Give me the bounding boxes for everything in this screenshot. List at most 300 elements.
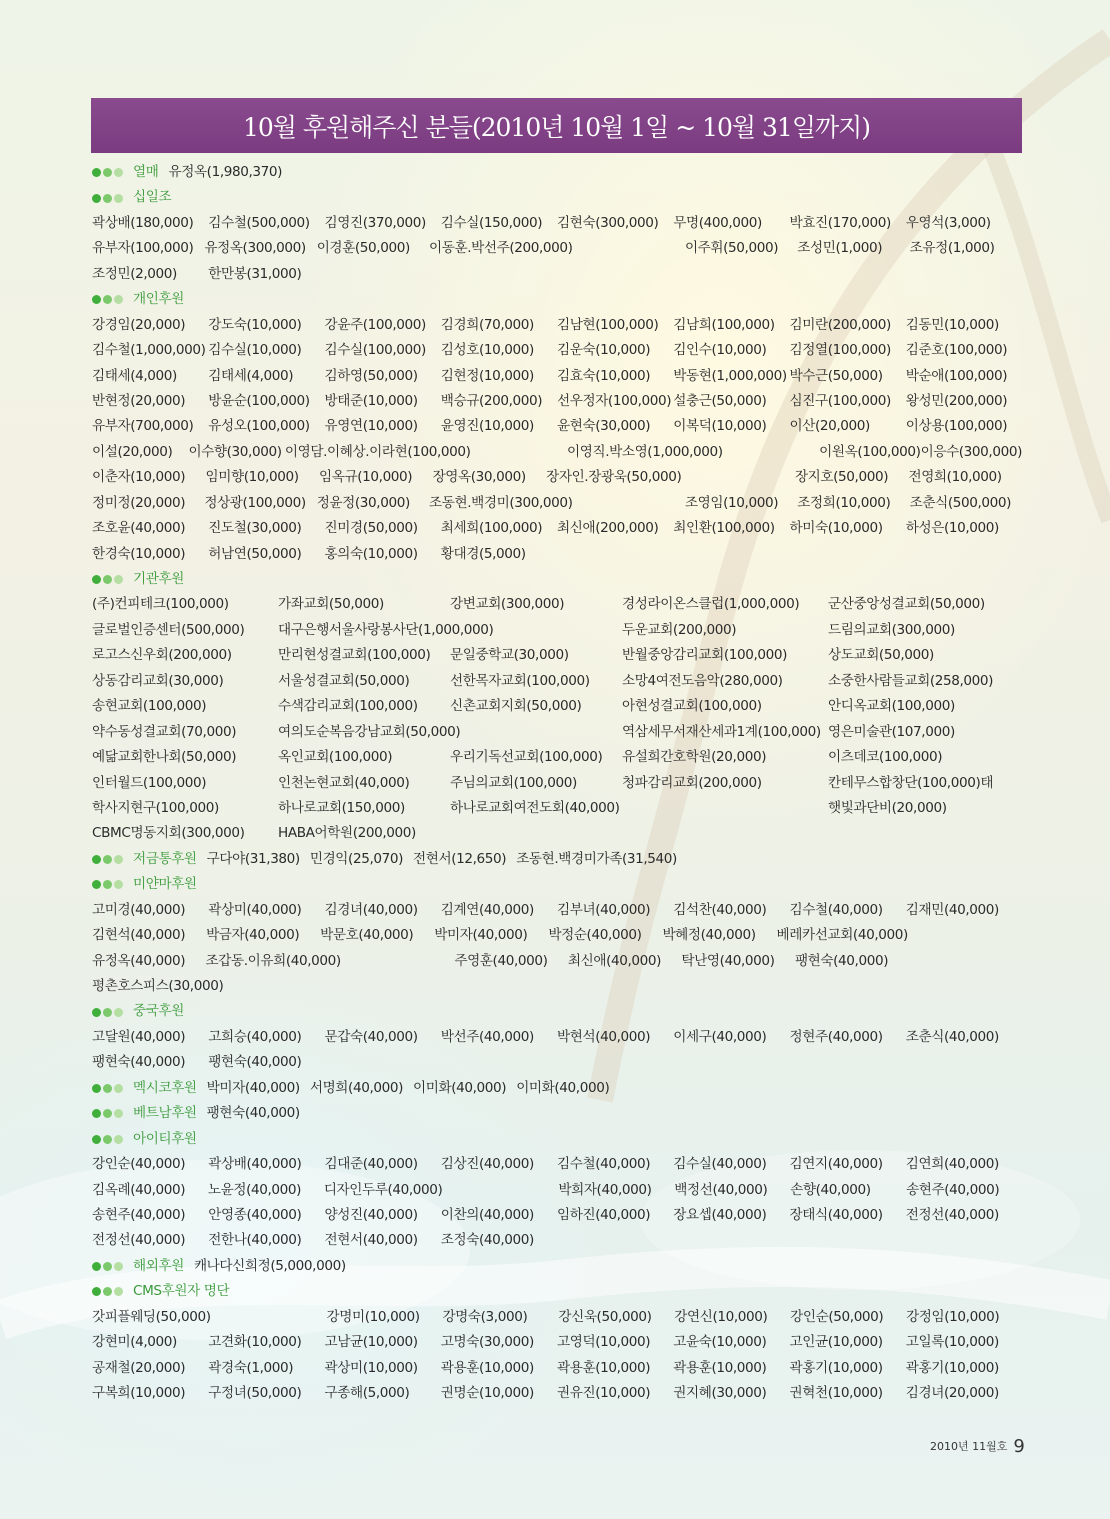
donor-entry: 곽용훈(10,000) <box>557 1359 651 1376</box>
donor-entry: 진도철(30,000) <box>208 520 302 537</box>
donor-entry: 박문호(40,000) <box>320 927 414 944</box>
section-heading-cms <box>92 1279 1022 1304</box>
donor-entry: 조춘식(500,000) <box>909 494 1012 511</box>
donor-entry <box>790 542 906 567</box>
donor-entry: 유정옥(40,000) <box>92 952 186 969</box>
donor-entry: 인천논현교회(40,000) <box>278 774 410 791</box>
donor-entry: 전정선(40,000) <box>905 1206 999 1223</box>
donor-entry <box>828 821 1022 846</box>
donor-entry: 팽현숙(40,000) <box>92 1054 186 1071</box>
section-label: 해외후원 <box>133 1257 184 1274</box>
donor-entry: 김대준(40,000) <box>324 1156 418 1173</box>
donor-entry: 김현숙(300,000) <box>557 214 659 231</box>
donor-entry <box>906 1050 1022 1075</box>
section-heading-myanmar <box>92 872 1022 897</box>
donor-entry: 만리현성결교회(100,000) <box>278 647 431 664</box>
donor-entry: 전한나(40,000) <box>208 1232 302 1249</box>
donor-entry: 백정선(40,000) <box>674 1181 768 1198</box>
donor-entry: 이세구(40,000) <box>673 1028 767 1045</box>
donor-entry: 유설희간호학원(20,000) <box>622 749 767 766</box>
donor-entry: 조정희(10,000) <box>797 494 891 511</box>
donor-entry: 반월중앙감리교회(100,000) <box>622 647 788 664</box>
donor-entry: 박현석(40,000) <box>557 1028 651 1045</box>
section-heading-vietnam <box>92 1101 1022 1126</box>
donor-entry: 소망4여전도음악(280,000) <box>622 672 783 689</box>
donor-entry: 곽홍기(10,000) <box>789 1359 883 1376</box>
donor-entry: 가좌교회(50,000) <box>278 596 384 613</box>
donor-entry <box>622 796 828 821</box>
donor-entry: 양성진(40,000) <box>324 1206 418 1223</box>
donor-entry: 이영직.박소영(1,000,000) <box>567 443 723 460</box>
donor-entry: 김남희(100,000) <box>673 316 775 333</box>
donor-entry: 김수철(40,000) <box>557 1156 651 1173</box>
donor-entry: 김남현(100,000) <box>557 316 659 333</box>
section-heading-gigwan <box>92 567 1022 592</box>
section-heading-yeolmae <box>92 160 1022 185</box>
donor-entry: 고달원(40,000) <box>92 1028 186 1045</box>
donor-entry: 유성오(100,000) <box>208 418 310 435</box>
donor-entry: 영은미술관(107,000) <box>828 723 955 740</box>
donor-entry <box>450 618 622 643</box>
donor-entry: 이상용(100,000) <box>905 418 1008 435</box>
donor-entry: 팽현숙(40,000) <box>208 1054 302 1071</box>
donor-entry: 무명(400,000) <box>673 214 762 231</box>
donor-entry: 민경익(25,070) <box>309 850 404 867</box>
donor-entry: 김석찬(40,000) <box>673 901 767 918</box>
donor-entry: 이경훈(50,000) <box>316 240 410 257</box>
bullet-dots-icon <box>92 1262 125 1271</box>
donor-entry: 하성은(10,000) <box>905 520 999 537</box>
donor-entry: 송현교회(100,000) <box>92 698 207 715</box>
donor-entry: 갓피플웨딩(50,000) <box>92 1308 211 1325</box>
donor-entry: 박혜정(40,000) <box>662 927 756 944</box>
donor-entry: 소중한사람들교회(258,000) <box>828 672 994 689</box>
donor-entry: 김동민(10,000) <box>905 316 999 333</box>
donor-entry: 이영담.이혜상.이라현(100,000) <box>284 443 471 460</box>
donor-entry: 김경녀(40,000) <box>324 901 418 918</box>
donor-entry: 곽상미(10,000) <box>324 1359 418 1376</box>
donor-entry: 김수실(150,000) <box>440 214 543 231</box>
donor-entry: 강연신(10,000) <box>674 1308 768 1325</box>
donor-entry: 김하영(50,000) <box>324 367 418 384</box>
donor-entry: 고영덕(10,000) <box>557 1334 651 1351</box>
donor-row <box>92 1305 1022 1330</box>
donor-entry: 조정민(2,000) <box>92 265 177 282</box>
donor-entry: 베레카선교회(40,000) <box>776 927 908 944</box>
donor-entry: 주님의교회(100,000) <box>450 774 577 791</box>
donor-entry: 김수철(500,000) <box>208 214 310 231</box>
donor-row <box>92 1203 1022 1228</box>
donor-entry: 김현정(10,000) <box>440 367 534 384</box>
donor-entry: 강경임(20,000) <box>92 316 186 333</box>
donor-row <box>92 618 1022 643</box>
donor-entry: 전현서(40,000) <box>324 1232 418 1249</box>
donor-entry: 하나로교회(150,000) <box>278 799 405 816</box>
donor-row <box>92 1025 1022 1050</box>
section-label: 아이티후원 <box>133 1130 197 1147</box>
donor-entry: 디자인두루(40,000) <box>323 1181 443 1198</box>
section-label: 십일조 <box>133 189 172 206</box>
bullet-dots-icon <box>92 1109 125 1118</box>
donor-entry: 역삼세무서재산세과1계(100,000) <box>622 723 821 740</box>
donor-entry: 김재민(40,000) <box>905 901 999 918</box>
donor-entry <box>452 974 566 999</box>
donor-entry: 곽상배(180,000) <box>92 214 194 231</box>
section-heading-jeogeumtong <box>92 847 1022 872</box>
donor-entry <box>723 440 819 465</box>
donor-entry: 신촌교회지회(50,000) <box>450 698 582 715</box>
donor-entry: 최신애(40,000) <box>567 952 662 969</box>
donor-entry: 로고스신우회(200,000) <box>92 647 232 664</box>
donor-entry: 김영진(370,000) <box>324 214 426 231</box>
donor-entry <box>325 262 441 287</box>
donor-row <box>92 694 1022 719</box>
donor-entry <box>566 974 680 999</box>
donor-entry: 유정옥(1,980,370) <box>168 164 283 180</box>
donor-entry: 드림의교회(300,000) <box>828 621 955 638</box>
donor-entry <box>906 262 1022 287</box>
donor-entry: 여의도순복음강남교회(50,000) <box>278 723 461 740</box>
donor-entry: 유부자(700,000) <box>92 418 194 435</box>
donor-entry: 이수향(30,000) <box>188 443 282 460</box>
donor-entry: 아현성결교회(100,000) <box>622 698 762 715</box>
donor-entry: 정상광(100,000) <box>204 494 306 511</box>
section-heading-sipiljo <box>92 185 1022 210</box>
donor-entry <box>325 1050 441 1075</box>
donor-row <box>92 1330 1022 1355</box>
bullet-dots-icon <box>92 168 125 177</box>
donor-entry <box>673 542 789 567</box>
donor-entry <box>790 1050 906 1075</box>
donor-entry: 김준호(100,000) <box>905 342 1008 359</box>
bullet-dots-icon <box>92 295 125 304</box>
donor-row <box>92 1050 1022 1075</box>
donor-row <box>92 389 1022 414</box>
donor-entry: 이춘자(10,000) <box>92 469 186 486</box>
donor-entry <box>908 923 1022 948</box>
donor-row <box>92 364 1022 389</box>
donor-entry: 임하진(40,000) <box>557 1206 651 1223</box>
donor-entry: 김수철(1,000,000) <box>92 342 206 359</box>
donor-entry: 유부자(100,000) <box>92 240 194 257</box>
page-footer <box>930 1436 1025 1457</box>
donor-entry: 학사지현구(100,000) <box>92 799 219 816</box>
donor-row <box>92 821 1022 846</box>
donor-entry: 글로벌인증센터(500,000) <box>92 621 245 638</box>
donor-entry: (주)컨피테크(100,000) <box>92 596 229 613</box>
donor-entry: 허남연(50,000) <box>208 545 302 562</box>
issue-label: 2010년 11월호 <box>930 1440 1008 1453</box>
section-label: 기관후원 <box>133 571 184 587</box>
donor-row <box>92 542 1022 567</box>
donor-entry: 안디옥교회(100,000) <box>828 698 955 715</box>
donor-entry: 하나로교회여전도회(40,000) <box>450 799 620 816</box>
donor-entry <box>673 262 789 287</box>
donor-row <box>92 491 1022 516</box>
donor-entry: 조갑동.이유희(40,000) <box>205 952 341 969</box>
donor-entry: 우영석(3,000) <box>905 214 991 231</box>
donor-entry: 이원옥(100,000) <box>819 443 921 460</box>
donor-entry: 탁난영(40,000) <box>681 952 775 969</box>
donor-entry: 구종해(5,000) <box>324 1385 410 1401</box>
donor-row <box>92 1381 1022 1406</box>
section-label: 열매 <box>133 164 159 180</box>
section-heading-haiti <box>92 1127 1022 1152</box>
donor-entry: 구복희(10,000) <box>92 1385 186 1401</box>
donor-entry: 김경희(70,000) <box>440 316 534 333</box>
donor-entry: 조춘식(40,000) <box>905 1028 999 1045</box>
donor-entry: 장자인.장광욱(50,000) <box>546 469 682 486</box>
donor-entry: 고희승(40,000) <box>208 1028 302 1045</box>
donor-entry: 군산중앙성결교회(50,000) <box>828 596 985 613</box>
donor-row <box>92 949 1022 974</box>
donor-entry: 권유진(10,000) <box>557 1385 651 1401</box>
donor-row <box>92 516 1022 541</box>
donor-entry: 정윤정(30,000) <box>316 494 410 511</box>
donor-entry: 최세희(100,000) <box>440 520 543 537</box>
donor-entry: 이주휘(50,000) <box>684 240 779 257</box>
section-heading-mexico <box>92 1076 1022 1101</box>
donor-entry: 장영옥(30,000) <box>432 469 526 486</box>
donor-entry: 인터월드(100,000) <box>92 774 207 791</box>
donor-entry: 조호윤(40,000) <box>92 520 186 537</box>
donor-row <box>92 465 1022 490</box>
donor-entry: 강인순(50,000) <box>790 1308 884 1325</box>
donor-entry: 칸테무스합창단(100,000)태 <box>828 774 994 791</box>
donor-entry: 곽용훈(10,000) <box>440 1359 534 1376</box>
donor-row <box>92 440 1022 465</box>
donor-entry: 고명숙(30,000) <box>440 1334 534 1351</box>
donor-entry: 장지호(50,000) <box>794 469 889 486</box>
donor-entry: 선한목자교회(100,000) <box>450 672 590 689</box>
donor-entry: 윤현숙(30,000) <box>557 418 651 435</box>
donor-entry: 안영종(40,000) <box>208 1206 302 1223</box>
donor-entry: 곽용훈(10,000) <box>673 1359 767 1376</box>
donor-entry: 김수철(40,000) <box>789 901 883 918</box>
donor-entry: 조성민(1,000) <box>797 240 883 257</box>
donor-entry <box>557 1228 673 1253</box>
donor-entry: 방윤순(100,000) <box>208 392 310 409</box>
donor-entry: 이미화(40,000) <box>516 1079 610 1096</box>
donor-entry: 황대경(5,000) <box>440 545 526 562</box>
donor-entry: CBMC명동지회(300,000) <box>92 825 245 842</box>
donor-entry: 박금자(40,000) <box>206 927 300 944</box>
section-heading-gaein <box>92 287 1022 312</box>
donor-row <box>92 1178 1022 1203</box>
donor-entry <box>790 262 906 287</box>
donor-entry <box>557 1050 673 1075</box>
donor-entry: 공재철(20,000) <box>92 1359 186 1376</box>
bullet-dots-icon <box>92 1135 125 1144</box>
donor-entry: 상도교회(50,000) <box>828 647 934 664</box>
donor-entry: 이동훈.박선주(200,000) <box>429 240 573 257</box>
donor-entry: 선우정자(100,000) <box>557 392 672 409</box>
donor-entry: 김상진(40,000) <box>440 1156 534 1173</box>
donor-entry: 김미란(200,000) <box>789 316 891 333</box>
donor-entry <box>794 974 908 999</box>
donor-entry: 강윤주(100,000) <box>324 316 426 333</box>
donor-entry: 한경숙(10,000) <box>92 545 186 562</box>
donor-entry: 경성라이온스클럽(1,000,000) <box>622 596 800 613</box>
donor-entry: 방태준(10,000) <box>324 392 418 409</box>
donor-entry: 심진구(100,000) <box>789 392 891 409</box>
donor-row <box>92 923 1022 948</box>
donor-entry: 권명순(10,000) <box>440 1385 534 1401</box>
donor-entry: 조동현.백경미가족(31,540) <box>516 850 677 867</box>
donor-entry: 곽홍기(10,000) <box>905 1359 999 1376</box>
donor-entry: 이미화(40,000) <box>413 1079 507 1096</box>
donor-entry: 김운숙(10,000) <box>557 342 651 359</box>
donor-entry: 권혁천(10,000) <box>789 1385 883 1401</box>
donor-entry: 청파감리교회(200,000) <box>622 774 762 791</box>
donor-row <box>92 313 1022 338</box>
donor-entry: 이츠데코(100,000) <box>828 749 943 766</box>
donor-entry: 최신애(200,000) <box>557 520 659 537</box>
donor-entry: 진미경(50,000) <box>324 520 418 537</box>
donor-entry: 고미경(40,000) <box>92 901 186 918</box>
donor-row <box>92 898 1022 923</box>
donor-entry: 박효진(170,000) <box>789 214 891 231</box>
donor-entry: 강도숙(10,000) <box>208 316 302 333</box>
donor-entry: 팽현숙(40,000) <box>206 1105 300 1122</box>
donor-entry <box>337 974 451 999</box>
donor-entry: 고인균(10,000) <box>789 1334 883 1351</box>
donor-entry: 문일중학교(30,000) <box>450 647 569 664</box>
donor-entry: 백승규(200,000) <box>440 392 543 409</box>
donor-entry: 김수실(100,000) <box>324 342 426 359</box>
donor-entry <box>341 949 455 974</box>
donor-entry: 문갑숙(40,000) <box>324 1028 418 1045</box>
donor-entry: 이찬의(40,000) <box>440 1206 534 1223</box>
donor-row <box>92 262 1022 287</box>
donor-entry: 정현주(40,000) <box>789 1028 883 1045</box>
donor-row <box>92 796 1022 821</box>
donor-entry: 설충근(50,000) <box>673 392 767 409</box>
donor-entry: 곽상배(40,000) <box>208 1156 302 1173</box>
donor-entry <box>471 440 567 465</box>
donor-entry <box>680 974 794 999</box>
donor-entry: 이응수(300,000) <box>920 443 1022 460</box>
title-bar <box>91 98 1022 153</box>
donor-row <box>92 771 1022 796</box>
donor-entry <box>790 1228 906 1253</box>
donor-entry: 김인수(10,000) <box>673 342 767 359</box>
donor-row <box>92 1228 1022 1253</box>
donor-entry <box>908 974 1022 999</box>
donor-entry: 유정옥(300,000) <box>204 240 306 257</box>
donor-entry: 박선주(40,000) <box>440 1028 534 1045</box>
donor-entry: 서명희(40,000) <box>309 1079 404 1096</box>
donor-entry: 한만봉(31,000) <box>208 265 302 282</box>
donor-entry: 장요셉(40,000) <box>673 1206 767 1223</box>
donor-entry: 박정순(40,000) <box>548 927 642 944</box>
donor-entry <box>557 262 673 287</box>
donor-entry: 박미자(40,000) <box>434 927 528 944</box>
donor-entry: 전정선(40,000) <box>92 1232 186 1249</box>
donor-row <box>92 720 1022 745</box>
donor-entry: 이복덕(10,000) <box>673 418 767 435</box>
bullet-dots-icon <box>92 194 125 203</box>
donor-entry: 구다야(31,380) <box>206 850 300 867</box>
donor-entry: 김부녀(40,000) <box>557 901 651 918</box>
donor-entry: 김연희(40,000) <box>905 1156 999 1173</box>
donor-entry: 강명숙(3,000) <box>442 1308 528 1325</box>
donor-entry: 임미향(10,000) <box>205 469 299 486</box>
donor-entry <box>573 491 685 516</box>
donor-entry <box>573 236 685 261</box>
donor-entry: 임옥규(10,000) <box>319 469 413 486</box>
donor-entry: 우리기독선교회(100,000) <box>450 749 603 766</box>
section-label: 베트남후원 <box>133 1105 197 1122</box>
donor-entry <box>673 1228 789 1253</box>
donor-entry: 박동현(1,000,000) <box>673 367 787 384</box>
donor-entry: 고견화(10,000) <box>208 1334 302 1351</box>
donor-entry: 유영연(10,000) <box>324 418 418 435</box>
donor-row <box>92 592 1022 617</box>
donor-entry: 김태세(4,000) <box>208 367 294 384</box>
donor-entry: 손향(40,000) <box>790 1181 871 1198</box>
donor-entry: 박미자(40,000) <box>206 1079 300 1096</box>
donor-entry: 최인환(100,000) <box>673 520 775 537</box>
donor-entry: 팽현숙(40,000) <box>794 952 889 969</box>
donor-entry: 윤영진(10,000) <box>440 418 534 435</box>
donor-entry: 곽경숙(1,000) <box>208 1359 294 1376</box>
donor-entry: 두운교회(200,000) <box>622 621 737 638</box>
section-heading-jungguk <box>92 999 1022 1024</box>
donor-row <box>92 1152 1022 1177</box>
donor-entry <box>450 720 622 745</box>
donor-row <box>92 236 1022 261</box>
donor-entry <box>906 1228 1022 1253</box>
donor-entry: 강변교회(300,000) <box>450 596 565 613</box>
donor-entry: 조동현.백경미(300,000) <box>429 494 573 511</box>
donor-entry: 곽상미(40,000) <box>208 901 302 918</box>
donor-entry: 이설(20,000) <box>92 443 173 460</box>
bullet-dots-icon <box>92 1287 125 1296</box>
donor-entry: 김수실(40,000) <box>673 1156 767 1173</box>
page-number: 9 <box>1013 1436 1025 1457</box>
donor-row <box>92 338 1022 363</box>
donor-entry: 홍의숙(10,000) <box>324 545 418 562</box>
donor-row <box>92 669 1022 694</box>
donor-entry: 송현주(40,000) <box>92 1206 186 1223</box>
donor-entry: 조유정(1,000) <box>909 240 995 257</box>
donor-entry <box>450 821 622 846</box>
bullet-dots-icon <box>92 575 125 584</box>
donor-row <box>92 745 1022 770</box>
donor-entry: 김경녀(20,000) <box>905 1385 999 1401</box>
donor-entry: HABA어학원(200,000) <box>278 825 416 842</box>
donor-row <box>92 414 1022 439</box>
donor-entry: 왕성민(200,000) <box>905 392 1008 409</box>
donor-entry: 김성호(10,000) <box>440 342 534 359</box>
donor-entry: 강정임(10,000) <box>906 1308 1000 1325</box>
donor-entry <box>441 1050 557 1075</box>
donor-entry: 김정열(100,000) <box>789 342 891 359</box>
donor-entry: 강현미(4,000) <box>92 1334 177 1351</box>
donor-entry: 강명미(10,000) <box>326 1308 420 1325</box>
donor-entry <box>211 1305 327 1330</box>
bullet-dots-icon <box>92 1084 125 1093</box>
donor-entry: 김옥례(40,000) <box>92 1181 186 1198</box>
bullet-dots-icon <box>92 855 125 864</box>
donor-entry <box>906 542 1022 567</box>
donor-entry: 권지혜(30,000) <box>673 1385 767 1401</box>
donor-entry: 강인순(40,000) <box>92 1156 186 1173</box>
donor-entry: 평촌호스피스(30,000) <box>92 978 224 994</box>
donor-entry: 박희자(40,000) <box>558 1181 652 1198</box>
donor-entry: 고윤숙(10,000) <box>673 1334 767 1351</box>
